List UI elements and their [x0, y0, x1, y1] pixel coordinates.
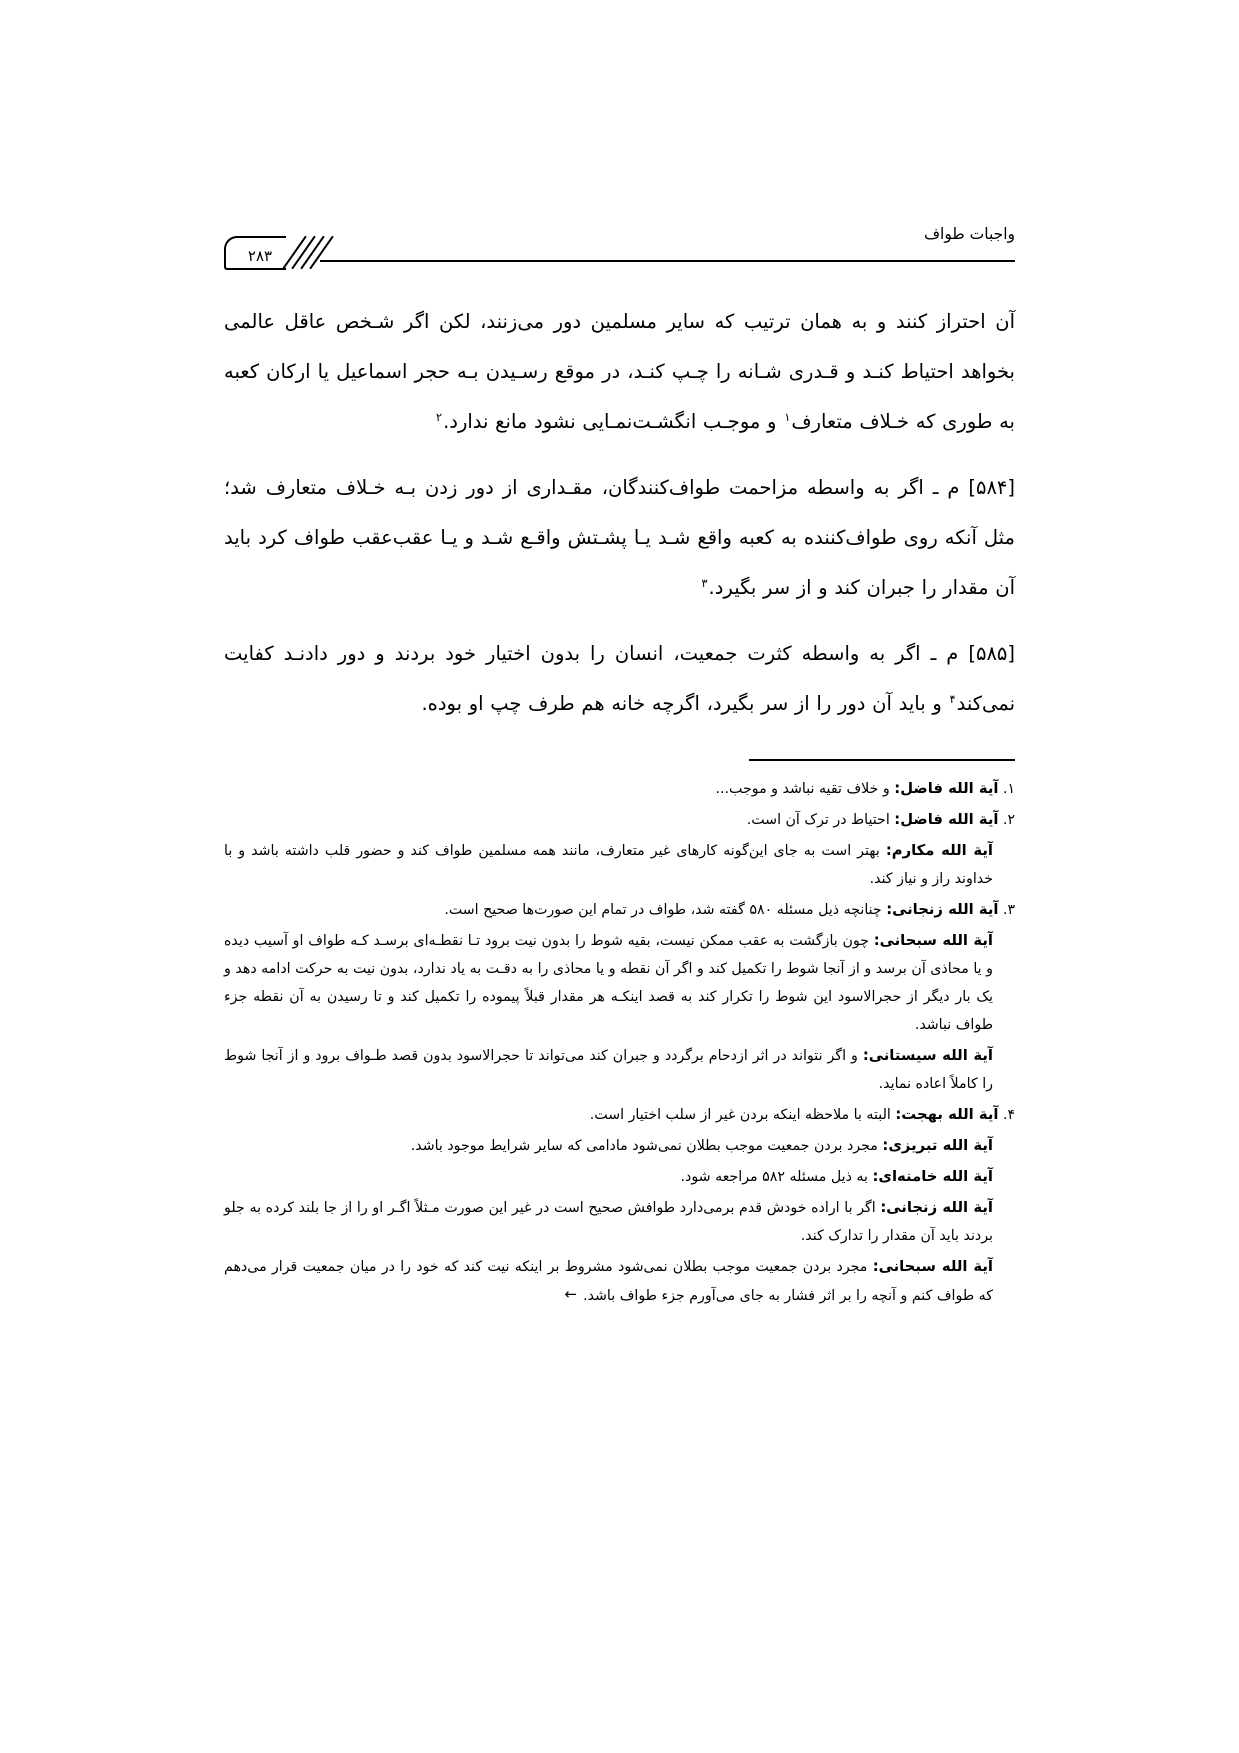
footnote-marker: ۱.: [1003, 781, 1015, 797]
paragraph-text-part: م ـ اگر به واسطه کثرت جمعیت، انسان را بدون اختیار خود بردند و دور دادنـد کفایت نمی‌کند: [224, 642, 1015, 715]
footnote-text: مجرد بردن جمعیت موجب بطلان نمی‌شود مادامی که سایر شرایط موجود باشد.: [410, 1138, 883, 1154]
masaleh-number: [۵۸۵]: [968, 642, 1015, 665]
footnote-text: احتیاط در ترک آن است.: [746, 812, 895, 828]
footnote-item: [224, 1101, 1015, 1129]
footnote-authority: آیة الله سبحانی:: [873, 932, 993, 949]
footnote-text: و خلاف تقیه نباشد و موجب...: [715, 781, 895, 797]
paragraph-text-part: آن احتراز کنند و به همان ترتیب که سایر مسلمین دور می‌زنند، لکن اگر شـخص عاقل عالمی بخواهد احتیاط کنـد و قـدری شـانه را چـپ کنـد، در موقع رسـیدن بـه حجر اسماعیل یا ارکان کعبه به طوری که خـلاف متعارف: [224, 310, 1015, 433]
footnote-separator-wrap: [224, 759, 1015, 761]
footnote-item: [224, 837, 1015, 893]
paragraph-text-part: م ـ اگر به واسطه مزاحمت طواف‌کنندگان، مقـداری از دور زدن بـه خـلاف متعارف شد؛ مثل آنکه روی طواف‌کننده به کعبه واقع شـد یـا پشـتش واقـع شـد و یـا عقب‌عقب طواف کرد باید آن مقدار را جبران کند و از سر بگیرد.: [224, 476, 1015, 599]
footnote-authority: آیة الله خامنه‌ای:: [872, 1168, 993, 1185]
footnote-item: [224, 1163, 1015, 1191]
footnote-ref[interactable]: ۱: [784, 409, 791, 424]
footnote-item: [224, 1194, 1015, 1250]
footnote-authority: آیة الله مکارم:: [885, 842, 994, 859]
footnote-marker: ۴.: [1003, 1107, 1015, 1123]
footnote-item: [224, 1042, 1015, 1098]
footnote-item: [224, 896, 1015, 924]
footnote-authority: آیة الله بهجت:: [895, 1106, 999, 1123]
footnote-text: چون بازگشت به عقب ممکن نیست، بقیه شوط را بدون نیت برود تـا نقطـه‌ای برسـد کـه طواف او آسیب دیده و یا محاذی آن برسد و از آنجا شوط را تکمیل کند و اگر آن نقطه و یا محاذی را به دقـت به یاد ندارد، بدون نیت به حرکت ادامه دهد و یک بار دیگر از حجرالاسود این شوط را تکرار کند به قصد اینکـه هر مقدار قبلاً پیموده را تکمیل کند و تا رسیدن به آن نقطه جزء طواف نباشد.: [224, 933, 993, 1033]
footnote-authority: آیة الله سبحانی:: [872, 1258, 994, 1275]
footnote-ref[interactable]: ۳: [701, 575, 708, 590]
paragraph-585: [224, 629, 1015, 729]
continuation-arrow-icon: ←: [564, 1285, 578, 1303]
footnote-authority: آیة الله فاضل:: [894, 780, 999, 797]
footnote-item: [224, 1253, 1015, 1310]
footnote-separator: [749, 759, 1015, 761]
body-text: [224, 297, 1015, 729]
footnote-text: و اگر نتواند در اثر ازدحام برگردد و جبران کند می‌تواند تا حجرالاسود بدون قصد طـواف برود و از آنجا شوط را کاملاً اعاده نماید.: [224, 1048, 993, 1092]
paragraph-text-part: و موجـب انگشـت‌نمـایی نشود مانع ندارد.: [443, 410, 784, 433]
footnote-marker: ۳.: [1003, 902, 1015, 918]
footnote-authority: آیة الله زنجانی:: [886, 901, 999, 918]
page-content: [224, 215, 1015, 1313]
footnote-authority: آیة الله فاضل:: [894, 811, 999, 828]
footnote-text: اگر با اراده خودش قدم برمی‌دارد طوافش صحیح است در غیر این صورت مـثلاً اگـر او را از جا بلند کرده به جلو بردند باید آن مقدار را تدارک کند.: [224, 1200, 993, 1244]
footnote-item: [224, 1132, 1015, 1160]
footnote-item: [224, 927, 1015, 1039]
masaleh-number: [۵۸۴]: [968, 476, 1015, 499]
paragraph-584: [224, 463, 1015, 613]
running-header: [224, 215, 1015, 271]
footnote-item: [224, 775, 1015, 803]
header-rule: [320, 260, 1015, 262]
footnote-text: مجرد بردن جمعیت موجب بطلان نمی‌شود مشروط بر اینکه نیت کند که خود را در میان جمعیت قرار می‌دهم که طواف کنم و آنچه را بر اثر فشار به جای می‌آورم جزء طواف باشد.: [224, 1259, 993, 1304]
footnote-item: [224, 806, 1015, 834]
paragraph-continuation: [224, 297, 1015, 447]
footnote-ref[interactable]: ۴: [949, 691, 956, 706]
footnote-authority: آیة الله تبریزی:: [882, 1137, 993, 1154]
footnote-text: چنانچه ذیل مسئله ۵۸۰ گفته شد، طواف در تمام این صورت‌ها صحیح است.: [444, 902, 887, 918]
footnote-text: به ذیل مسئله ۵۸۲ مراجعه شود.: [680, 1169, 873, 1185]
footnote-text: البته با ملاحظه اینکه بردن غیر از سلب اختیار است.: [589, 1107, 896, 1123]
footnote-ref[interactable]: ۲: [435, 409, 443, 424]
footnote-authority: آیة الله زنجانی:: [880, 1199, 993, 1216]
footnote-authority: آیة الله سیستانی:: [862, 1047, 993, 1064]
paragraph-text-part: و باید آن دور را از سر بگیرد، اگرچه خانه هم طرف چپ او بوده.: [421, 692, 949, 715]
header-chapter-title: واجبات طواف: [923, 225, 1015, 243]
footnote-text: بهتر است به جای این‌گونه کارهای غیر متعارف، مانند همه مسلمین طواف کند و حضور قلب داشته باشد و با خداوند راز و نیاز کند.: [224, 843, 993, 887]
page-number: ۲۸۳: [247, 247, 273, 265]
folio-ornament: [224, 229, 332, 271]
footnote-marker: ۲.: [1003, 812, 1015, 828]
footnote-section: [224, 759, 1015, 1310]
diagonal-stripes-ornament-icon: [280, 235, 326, 269]
